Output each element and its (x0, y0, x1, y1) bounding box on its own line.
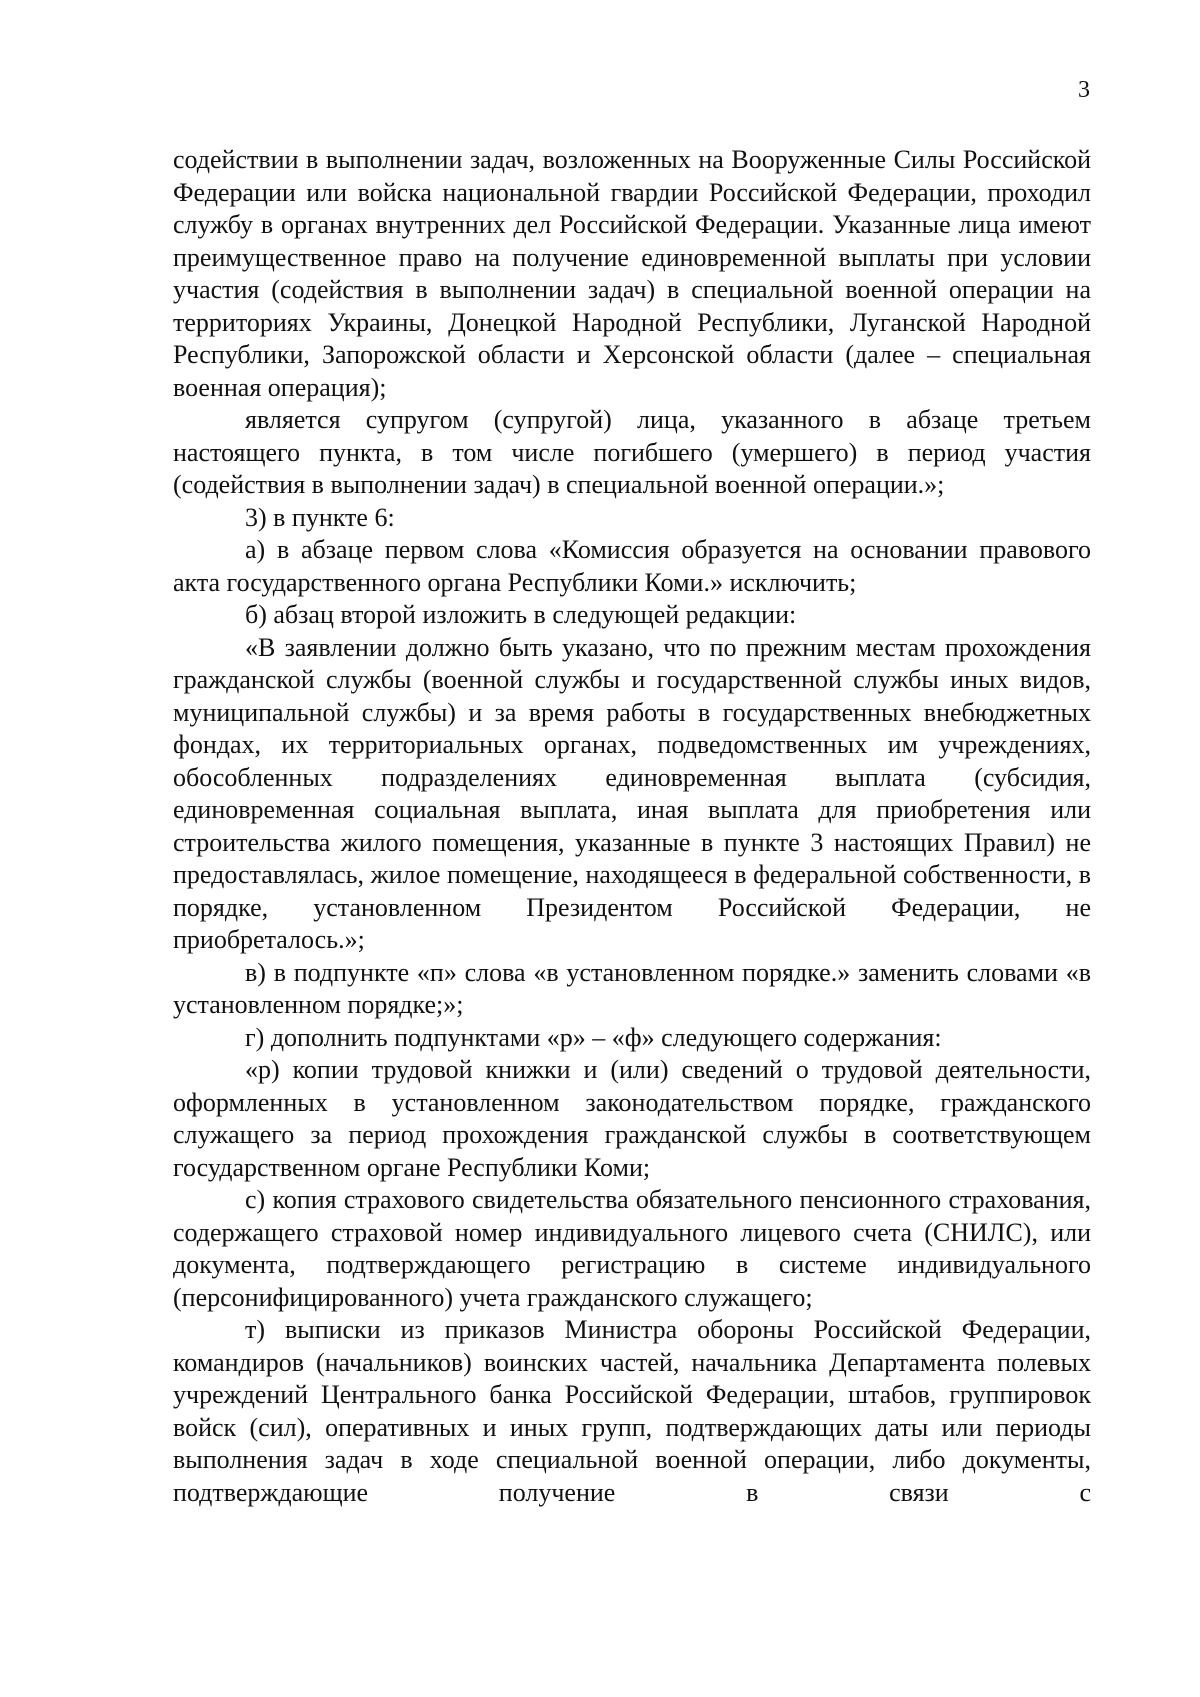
paragraph-subitem-s: с) копия страхового свидетельства обязательного пенсионного страхования, содержащего страховой номер индивидуального лицевого счета (СНИЛС), или документа, подтверждающего регистрацию в системе индивидуального (персонифицированного) учета гражданского служащего; (173, 1185, 1091, 1312)
page-number: 3 (1078, 77, 1090, 103)
paragraph-continuation: содействии в выполнении задач, возложенных на Вооруженные Силы Российской Федерации или войска национальной гвардии Российской Федерации, проходил службу в органах внутренних дел Российской Федерации. Указанные лица имеют преимущественное право на получение единовременной выплаты при условии участия (содействия в выполнении задач) в специальной военной операции на территориях Украины, Донецкой Народной Республики, Луганской Народной Республики, Запорожской области и Херсонской области (далее – специальная военная операция); (173, 145, 1091, 402)
paragraph-subitem-g: г) дополнить подпунктами «р» – «ф» следующего содержания: (245, 1022, 942, 1052)
paragraph-item-3: 3) в пункте 6: (245, 502, 395, 532)
paragraph-subitem-t: т) выписки из приказов Министра обороны Российской Федерации, командиров (начальников) воинских частей, начальника Департамента полевых учреждений Центрального банка Российской Федерации, штабов, группировок войск (сил), оперативных и иных групп, подтверждающих даты или периоды выполнения задач в ходе специальной военной операции, либо документы, подтверждающие получение в связи с (173, 1315, 1091, 1507)
paragraph-subitem-a: а) в абзаце первом слова «Комиссия образуется на основании правового акта государственного органа Республики Коми.» исключить; (173, 535, 1091, 597)
document-body (173, 144, 1091, 1509)
paragraph-subitem-b: б) абзац второй изложить в следующей редакции: (245, 600, 797, 629)
paragraph-subitem-r: «р) копии трудовой книжки и (или) сведений о трудовой деятельности, оформленных в установленном законодательством порядке, гражданского служащего за период прохождения гражданской службы в соответствующем государственном органе Республики Коми; (173, 1055, 1091, 1182)
paragraph-statement-quote: «В заявлении должно быть указано, что по прежним местам прохождения гражданской службы (военной службы и государственной службы иных видов, муниципальной службы) и за время работы в государственных внебюджетных фондах, их территориальных органах, подведомственных им учреждениях, обособленных подразделениях единовременная выплата (субсидия, единовременная социальная выплата, иная выплата для приобретения или строительства жилого помещения, указанные в пункте 3 настоящих Правил) не предоставлялась, жилое помещение, находящееся в федеральной собственности, в порядке, установленном Президентом Российской Федерации, не приобреталось.»; (173, 632, 1091, 954)
paragraph-subitem-v: в) в подпункте «п» слова «в установленном порядке.» заменить словами «в установленном порядке;»; (173, 957, 1091, 1019)
paragraph-spouse-clause: является супругом (супругой) лица, указанного в абзаце третьем настоящего пункта, в том числе погибшего (умершего) в период участия (содействия в выполнении задач) в специальной военной операции.»; (173, 405, 1091, 499)
